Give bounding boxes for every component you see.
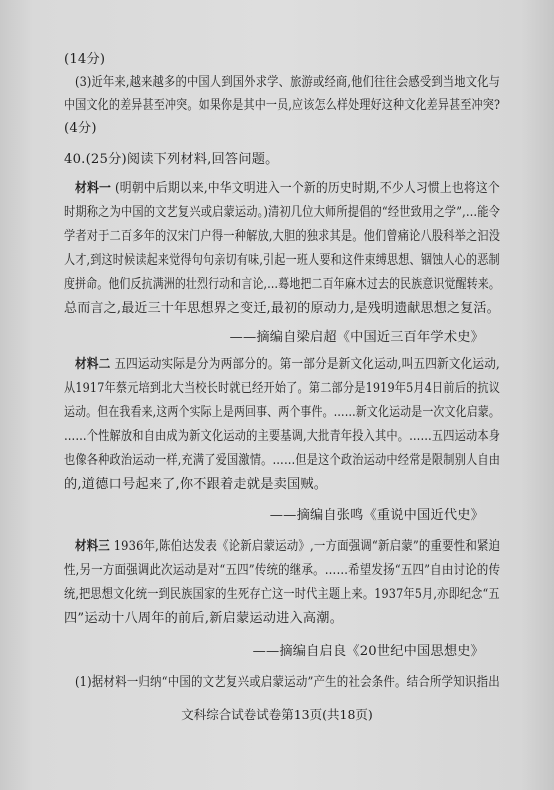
material-2-text-1: 五四运动实际是分为两部分的。第一部分是新文化运动,叫五四新文化运动,	[114, 357, 500, 372]
material-2-line-6: 的,道德口号起来了,你不跟着走就是卖国贼。	[64, 477, 328, 492]
q3-line-2: 中国文化的差异甚至冲突。如果你是其中一员,应该怎么样处理好这种文化差异甚至冲突?	[64, 98, 501, 113]
material-3-text-1: 1936年,陈伯达发表《论新启蒙运动》,一方面强调“新启蒙”的重要性和紧迫	[113, 539, 501, 554]
material-1-text-1: (明朝中后期以来,中华文明进入一个新的历史时期,不少人习惯上也将这个	[114, 181, 500, 196]
material-3-line-2: 性,另一方面强调此次运动是对“五四”传统的继承。……希望发扬“五四”自由讨论的传	[64, 563, 501, 578]
material-2-line-2: 从1917年蔡元培到北大当校长时就已经开始了。第二部分是1919年5月4日前后的抗议	[64, 381, 501, 396]
material-3-label: 材料三	[75, 539, 110, 554]
material-1-line-4: 人才,到这时候读起来觉得句句亲切有味,引起一班人要和这件束缚思想、锢蚀人心的恶制	[64, 253, 500, 268]
material-3-line-4: 四”运动十八周年的前后,新启蒙运动进入高潮。	[64, 611, 344, 626]
material-2-line-3: 运动。但在我看来,这两个实际上是两回事、两个事件。……新文化运动是一次文化启蒙。	[64, 405, 500, 420]
material-2-source: ——摘编自张鸣《重说中国近代史》	[269, 508, 484, 523]
material-1-line-1	[75, 181, 500, 197]
question-1: (1)据材料一归纳“中国的文艺复兴或启蒙运动”产生的社会条件。结合所学知识指出	[75, 675, 500, 690]
material-3-line-1	[75, 539, 500, 555]
material-1-line-3: 学者对于二百多年的汉宋门户得一种解放,大胆的独求其是。他们曾痛论八股科举之汩没	[64, 229, 501, 244]
material-1-line-6: 总而言之,最近三十年思想界之变迁,最初的原动力,是残明遗献思想之复活。	[64, 301, 500, 316]
material-1-line-5: 度拼命。他们反抗满洲的壮烈行动和言论,…蓦地把二百年麻木过去的民族意识觉醒转来。	[64, 277, 500, 292]
material-2-line-1	[75, 357, 500, 373]
q40-intro: 40.(25分)阅读下列材料,回答问题。	[64, 152, 279, 167]
q3-line-1: (3)近年来,越来越多的中国人到国外求学、旅游或经商,他们往往会感受到当地文化与	[75, 75, 501, 90]
material-2-line-5: 也像各种政治运动一样,充满了爱国激情。……但是这个政治运动中经常是限制别人自由	[64, 453, 501, 468]
prev-score: (14分)	[64, 52, 106, 67]
page-footer: 文科综合试卷试卷第13页(共18页)	[181, 707, 373, 722]
material-1-source: ——摘编自梁启超《中国近三百年学术史》	[229, 330, 484, 345]
material-2-label: 材料二	[75, 357, 111, 372]
q3-score: (4分)	[64, 121, 97, 136]
material-3-line-3: 统,把思想文化统一到民族国家的生死存亡这一时代主题上来。1937年5月,亦即纪念“五	[64, 587, 500, 602]
material-1-label: 材料一	[75, 181, 112, 196]
material-3-source: ——摘编自启良《20世纪中国思想史》	[252, 644, 484, 659]
material-2-line-4: ……个性解放和自由成为新文化运动的主要基调,大批青年投入其中。……五四运动本身	[64, 429, 501, 444]
material-1-line-2: 时期称之为中国的文艺复兴或启蒙运动。)清初几位大师所提倡的“经世致用之学”,…能令	[64, 205, 501, 220]
